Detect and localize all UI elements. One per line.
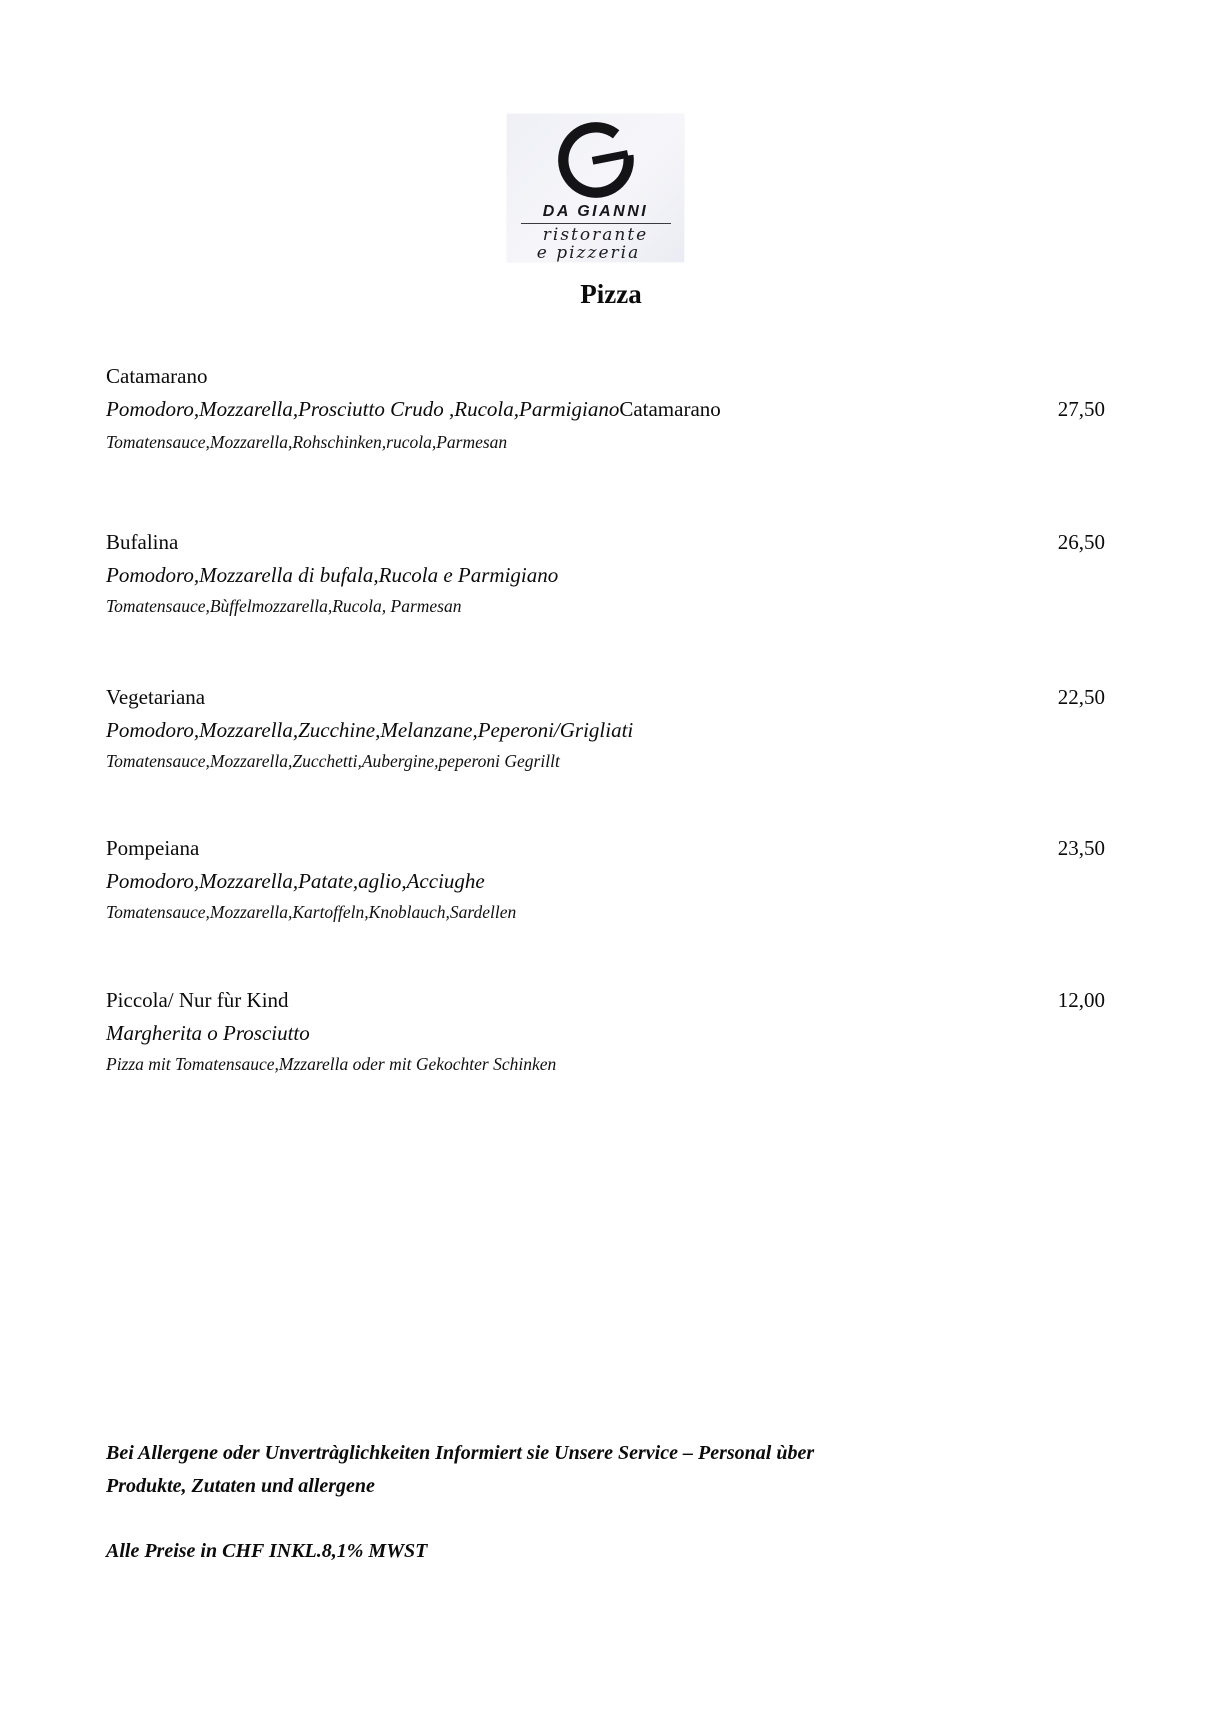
page-title: Pizza: [580, 279, 642, 309]
item-description-row: [106, 559, 1105, 592]
item-description-de: Tomatensauce,Mozzarella,Rohschinken,rucola,Parmesan: [106, 432, 508, 452]
item-description-de: Pizza mit Tomatensauce,Mzzarella oder mit Gekochter Schinken: [106, 1054, 557, 1074]
menu-item-pompeiana: [106, 832, 1105, 927]
item-name-row: [106, 984, 1105, 1017]
menu-item-catamarano: [106, 360, 1105, 457]
menu-item-bufalina: [106, 526, 1105, 621]
menu-item-piccola: [106, 984, 1105, 1079]
item-description-de: Tomatensauce,Mozzarella,Zucchetti,Aubergine,peperoni Gegrillt: [106, 751, 560, 771]
item-description-row: [106, 714, 1105, 747]
item-description-it: Pomodoro,Mozzarella,Prosciutto Crudo ,Rucola,ParmigianoCatamarano: [106, 397, 721, 421]
item-price: 12,00: [1057, 988, 1105, 1012]
item-name-row: [106, 360, 1105, 393]
logo-divider: [521, 223, 671, 224]
item-name: Bufalina: [106, 530, 179, 554]
item-description-row: [106, 393, 1105, 428]
vat-price-note: Alle Preise in CHF INKL.8,1% MWST: [106, 1540, 428, 1562]
item-price: 26,50: [1057, 530, 1105, 554]
logo-brand-text: DA GIANNI: [542, 203, 649, 220]
item-price: 27,50: [1057, 397, 1105, 421]
allergy-note: [106, 1437, 866, 1503]
menu-item-vegetariana: [106, 681, 1105, 776]
allergy-note-line2: Produkte, Zutaten und allergene: [106, 1475, 375, 1497]
item-name-row: [106, 681, 1105, 714]
item-description-it: Margherita o Prosciutto: [106, 1021, 310, 1045]
item-description-row: [106, 865, 1105, 898]
item-description-it: Pomodoro,Mozzarella,Zucchine,Melanzane,Peperoni/Grigliati: [106, 718, 634, 742]
item-price: 22,50: [1057, 685, 1105, 709]
restaurant-logo: [507, 114, 684, 262]
item-description-de: Tomatensauce,Bùffelmozzarella,Rucola, Parmesan: [106, 596, 462, 616]
item-name: Vegetariana: [106, 685, 206, 709]
item-description-de: Tomatensauce,Mozzarella,Kartoffeln,Knoblauch,Sardellen: [106, 902, 517, 922]
logo-script-line1: ristorante: [542, 225, 649, 245]
item-name-row: [106, 832, 1105, 865]
item-description-it: Pomodoro,Mozzarella,Patate,aglio,Acciughe: [106, 869, 485, 893]
item-name: Piccola/ Nur fùr Kind: [106, 988, 289, 1012]
item-name: Pompeiana: [106, 836, 200, 860]
item-name: Catamarano: [106, 364, 208, 388]
allergy-note-line1: Bei Allergene oder Unvertràglichkeiten Informiert sie Unsere Service – Personal ùber: [106, 1442, 815, 1464]
item-price: 23,50: [1057, 836, 1105, 860]
item-description-it: Pomodoro,Mozzarella di bufala,Rucola e Parmigiano: [106, 563, 559, 587]
logo-script-text: [536, 225, 649, 263]
item-description-row: [106, 1017, 1105, 1050]
item-name-row: [106, 526, 1105, 559]
item-name-suffix: Catamarano: [619, 397, 721, 421]
g-pizza-logo-icon: [553, 117, 639, 203]
logo-script-line2: e pizzeria: [536, 243, 641, 263]
